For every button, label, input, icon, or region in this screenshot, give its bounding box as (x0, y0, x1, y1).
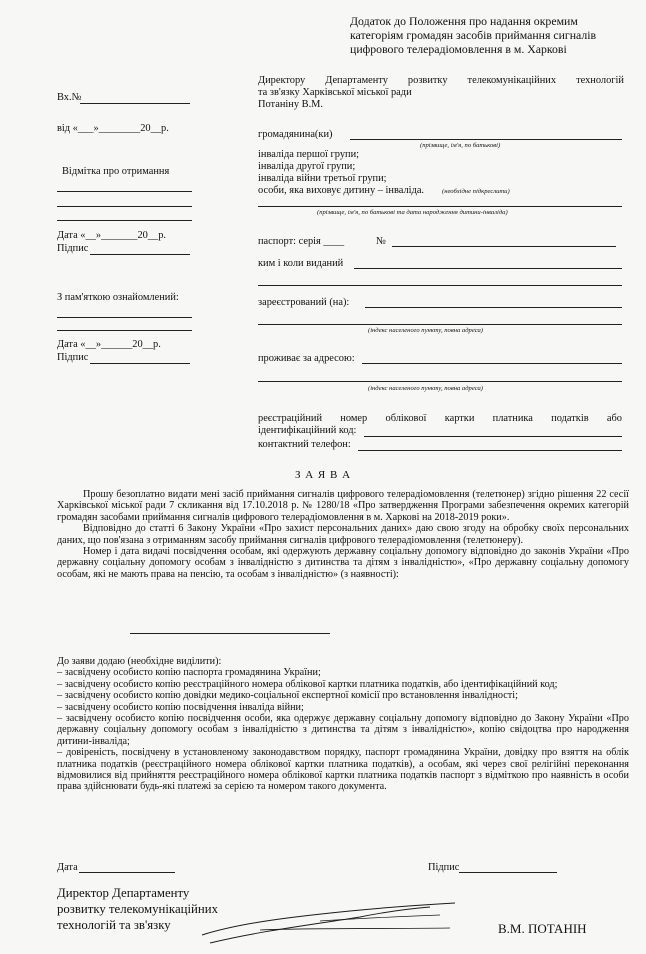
category-hint: (необхідне підкреслити) (442, 188, 510, 195)
footer-signature-label: Підпис (428, 862, 460, 873)
attachment-item: – засвідчену особисто копію довідки медико-соціальної експертної комісії про встановлення інвалідності; (57, 690, 518, 702)
receipt-date: Дата «__»_______20__р. (57, 230, 167, 241)
acquainted-signature-line[interactable] (90, 363, 190, 364)
child-info-line[interactable] (258, 206, 622, 207)
director-line: Директор Департаменту (57, 886, 190, 900)
passport-series-label: паспорт: серія ____ (258, 236, 345, 247)
citizen-hint: (прізвище, ім'я, по батькові) (420, 142, 501, 149)
tax-number-label: реєстраційний номер облікової картки платника податків або (258, 413, 622, 424)
paragraph-consent: Відповідно до статті 6 Закону України «Про захист персональних даних» даю свою згоду на обробку своїх персональних даних, що пов'язана з отриманням засобу приймання сигналів цифрового телерадіомовлення (телетюнеру). (57, 523, 629, 546)
registered-label: зареєстрований (на): (258, 297, 350, 308)
category-item: інваліда війни третьої групи; (258, 173, 387, 184)
lives-address-line[interactable] (362, 363, 622, 364)
registered-hint: (індекс населеного пункту, повна адреса) (368, 327, 483, 334)
acquainted-label: З пам'яткою ознайомлений: (57, 292, 179, 303)
attachment-item: – довіреність, посвідчену в установленому законодавством порядку, паспорт громадянина України, довідку про взяття на облік платника податків (реєстраційного номера облікової картки платника податків), а особам, які через свої релігійні переконання відмовилися від прийняття реєстраційного номера облікової картки платника податків паспорт з відміткою про наявність в особи права здійснювати будь-які платежі за серією та номером такого документа. (57, 747, 629, 793)
appendix-header (350, 14, 635, 56)
passport-number-label: № (376, 236, 386, 247)
footer-date-label: Дата (57, 862, 78, 873)
receipt-signature-label: Підпис (57, 243, 89, 254)
addressee-line: Директору Департаменту розвитку телекомунікаційних технологій (258, 75, 624, 86)
attachment-item: – засвідчену особисто копію посвідчення інваліда війни; (57, 701, 304, 713)
receipt-line[interactable] (57, 191, 192, 192)
attachment-item: – засвідчену особисто копію посвідчення особи, яка одержує державну соціальну допомогу відповідно до Закону України «Про державну соціальну допомогу особам з інвалідністю з дитинства та дітям з інвалідністю», копію свідоцтва про народження дитини-інваліда; (57, 713, 629, 747)
lives-hint: (індекс населеного пункту, повна адреса) (368, 385, 483, 392)
receipt-line[interactable] (57, 220, 192, 221)
child-hint: (прізвище, ім'я, по батькові та дата народження дитини-інваліда) (317, 209, 508, 216)
category-item: особи, яка виховує дитину – інваліда. (258, 185, 425, 196)
acquainted-line[interactable] (57, 330, 192, 331)
receipt-line[interactable] (57, 206, 192, 207)
tax-code-label: ідентифікаційний код: (258, 425, 357, 436)
issued-by-label: ким і коли виданий (258, 258, 344, 269)
attachment-item: – засвідчену особисто копію реєстраційного номера облікової картки платника податків, або ідентифікаційний код; (57, 678, 558, 690)
lives-at-label: проживає за адресою: (258, 353, 355, 364)
category-item: інваліда другої групи; (258, 161, 356, 172)
footer-date-line[interactable] (79, 872, 175, 873)
phone-line[interactable] (358, 450, 622, 451)
incoming-number-label: Вх.№ (57, 92, 82, 103)
paragraph-request: Прошу безоплатно видати мені засіб приймання сигналів цифрового телерадіомовлення (телетюнер) згідно рішення 22 сесії Харківської міської ради 7 скликання від 17.10.2018 р. № 1280/18 «Про затвердження Програми забезпечення окремих категорій громадян засобами приймання сигналів цифрового телерадіомовлення в м. Харкові на 2018-2019 роки». (57, 489, 629, 523)
addressee-line: та зв'язку Харківської міської ради (258, 87, 412, 98)
issued-by-line-2[interactable] (258, 285, 622, 286)
application-body (57, 489, 629, 580)
paragraph-certificate: Номер і дата видачі посвідчення особам, які одержують державну соціальну допомогу відповідно до законів України «Про державну соціальну допомогу особам з інвалідністю з дитинства та дітям з інвалідністю», «Про державну соціальну допомогу особам, які не мають права на пенсію, та особам з інвалідністю» (з наявності): (57, 546, 629, 580)
citizen-name-line[interactable] (350, 139, 622, 140)
certificate-line[interactable] (130, 633, 330, 634)
receipt-mark-label: Відмітка про отримання (62, 166, 170, 177)
document-title: З А Я В А (294, 469, 352, 481)
addressee-line: Потаніну В.М. (258, 99, 324, 110)
passport-number-line[interactable] (392, 246, 616, 247)
appendix-line: цифрового телерадіомовлення в м. Харкові (350, 42, 567, 56)
director-line: технологій та зв'язку (57, 918, 171, 932)
lives-address-line-2[interactable] (258, 381, 622, 382)
director-signature (200, 895, 460, 950)
phone-label: контактний телефон: (258, 439, 351, 450)
footer-signature-line[interactable] (459, 872, 557, 873)
director-title (57, 885, 218, 933)
attachments-list (57, 656, 629, 793)
incoming-number-line[interactable] (80, 103, 190, 104)
category-item: інваліда першої групи; (258, 149, 360, 160)
registered-address-line-2[interactable] (258, 324, 622, 325)
acquainted-signature-label: Підпис (57, 352, 89, 363)
appendix-line: категоріям громадян засобів приймання сигналів (350, 28, 597, 42)
attachments-intro: До заяви додаю (необхідне виділити): (57, 656, 222, 667)
registered-address-line[interactable] (365, 307, 622, 308)
incoming-date: від «___»________20__р. (57, 123, 169, 134)
director-name: В.М. ПОТАНІН (498, 921, 587, 936)
addressee (258, 75, 624, 111)
acquainted-line[interactable] (57, 317, 192, 318)
appendix-line: Додаток до Положення про надання окремим (350, 14, 578, 28)
tax-code-line[interactable] (364, 436, 622, 437)
issued-by-line[interactable] (354, 268, 622, 269)
director-line: розвитку телекомунікаційних (57, 902, 218, 916)
acquainted-date: Дата «__»______20__р. (57, 339, 161, 350)
attachment-item: – засвідчену особисто копію паспорта громадянина України; (57, 667, 321, 679)
citizen-label: громадянина(ки) (258, 129, 333, 140)
receipt-signature-line[interactable] (90, 254, 190, 255)
